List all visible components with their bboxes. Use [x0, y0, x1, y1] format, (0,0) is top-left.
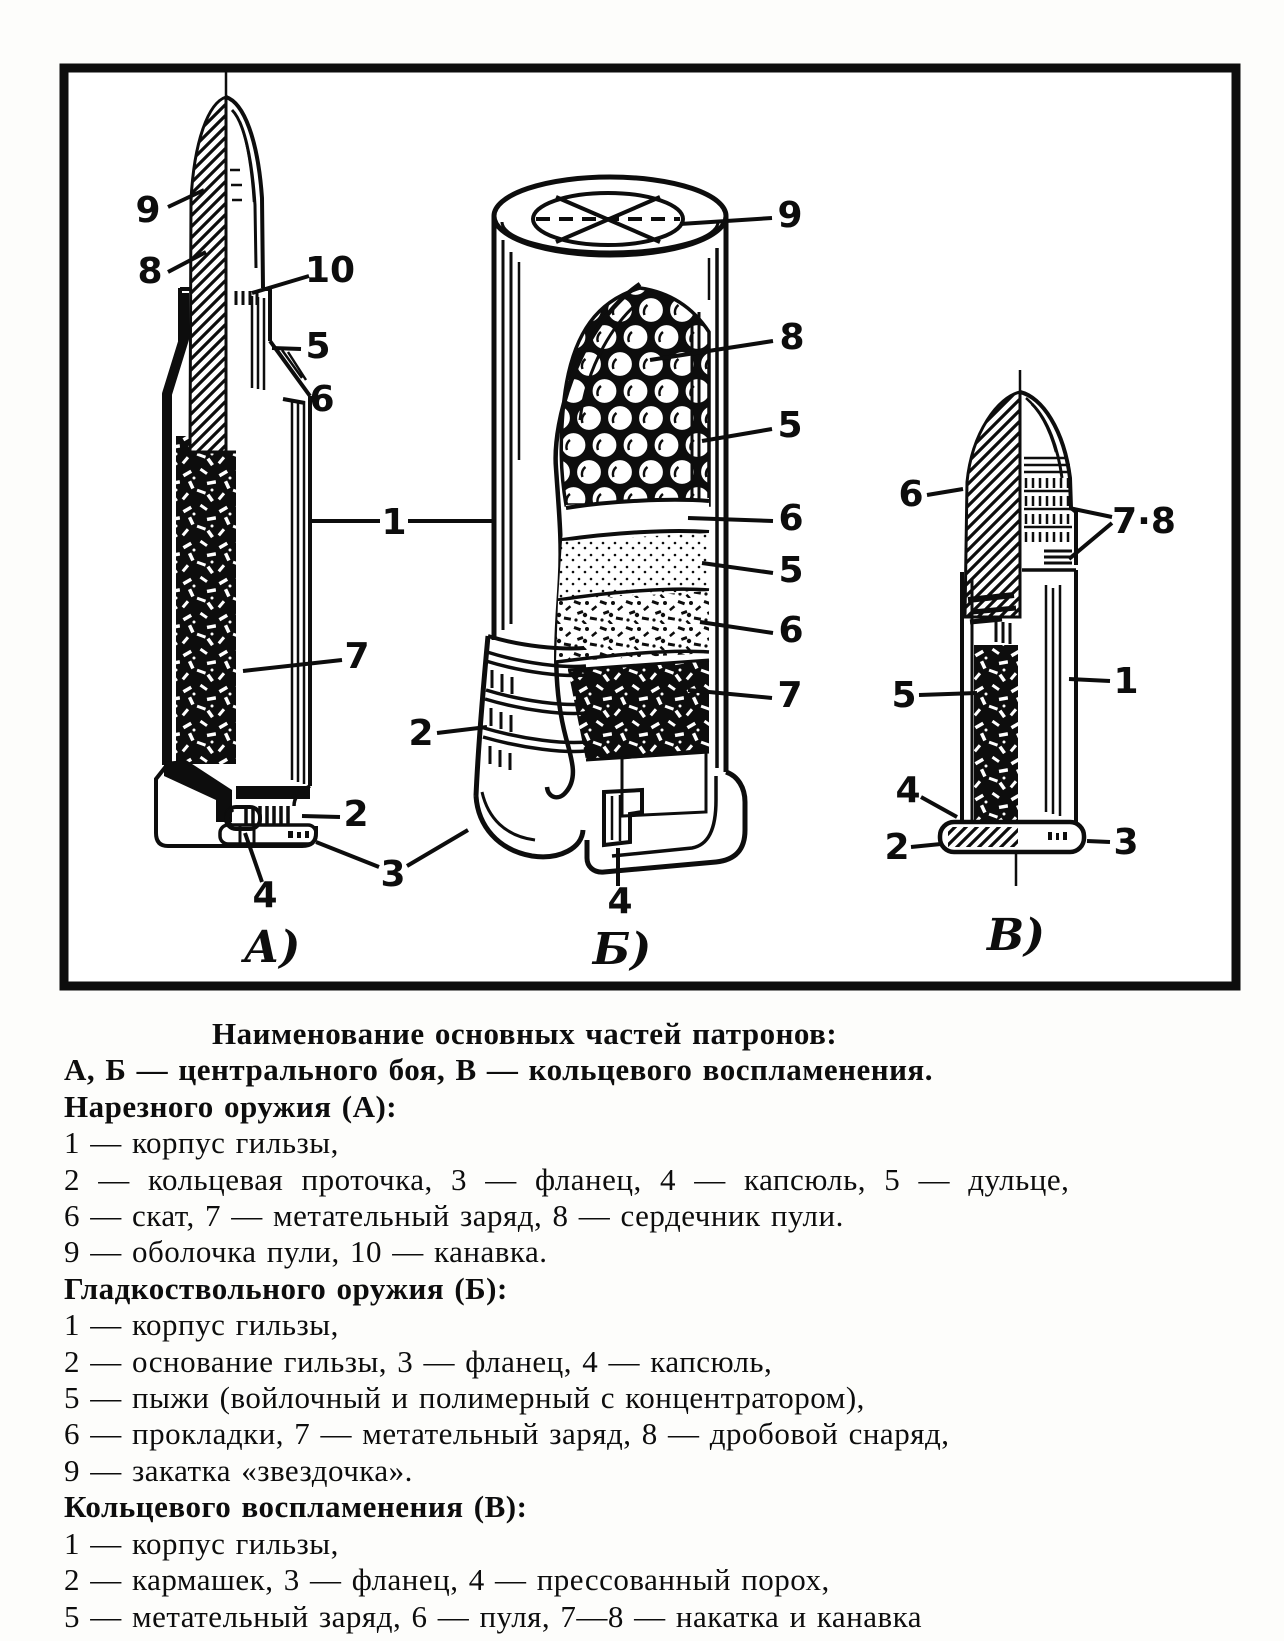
callout-b-5a: 5 — [777, 405, 803, 446]
caption-line: 9 — закатка «звездочка». — [64, 1452, 413, 1488]
callout-b-4: 4 — [607, 881, 633, 922]
pressed-powder — [948, 827, 1018, 847]
caption-line: 2 — основание гильзы, 3 — фланец, 4 — капсюль, — [64, 1343, 773, 1379]
callout-a-1: 1 — [381, 502, 407, 543]
label-cartridge-b: Б) — [592, 924, 652, 975]
powder-charge — [974, 645, 1018, 820]
callout-b-8: 8 — [779, 317, 805, 358]
caption-line: А, Б — центрального боя, В — кольцевого воспламенения. — [64, 1052, 933, 1088]
caption-line: 5 — пыжи (войлочный и полимерный с концентратором), — [64, 1380, 865, 1416]
callout-a-7: 7 — [344, 636, 370, 677]
callout-a-9: 9 — [135, 190, 161, 231]
caption-title: Наименование основных частей патронов: — [212, 1016, 838, 1051]
callout-a-6: 6 — [309, 379, 335, 420]
caption-heading-v: Кольцевого воспламенения (В): — [64, 1489, 528, 1525]
callout-v-4: 4 — [895, 770, 921, 811]
callout-b-9: 9 — [777, 195, 803, 236]
callout-b-7: 7 — [777, 675, 803, 716]
powder-charge — [176, 436, 236, 764]
callout-a-10: 10 — [304, 250, 356, 291]
rim-marks — [1048, 832, 1067, 840]
cartridge-b-drawing — [476, 177, 745, 872]
callout-v-3: 3 — [1113, 822, 1139, 863]
label-cartridge-v: В) — [986, 910, 1046, 961]
caption-line: 1 — корпус гильзы, — [64, 1525, 339, 1561]
callout-b-5b: 5 — [778, 550, 804, 591]
callout-a-4: 4 — [252, 875, 278, 916]
powder-charge — [568, 660, 709, 760]
caption-line: 2 — кольцевая проточка, 3 — фланец, 4 — капсюль, 5 — дульце, — [64, 1161, 1070, 1197]
caption-line: 5 — метательный заряд, 6 — пуля, 7—8 — накатка и канавка — [64, 1598, 922, 1634]
caption-line: 1 — корпус гильзы, — [64, 1125, 339, 1161]
callout-v-6: 6 — [898, 474, 924, 515]
callout-v-5: 5 — [891, 675, 917, 716]
caption-line: 2 — кармашек, 3 — фланец, 4 — прессованный порох, — [64, 1562, 830, 1598]
primer-marks — [288, 831, 309, 838]
callout-b-6a: 6 — [778, 498, 804, 539]
callout-v-78: 7·8 — [1112, 501, 1176, 542]
caption-line: 9 — оболочка пули, 10 — канавка. — [64, 1234, 548, 1270]
figure-caption — [0, 1002, 1284, 1641]
callout-b-6b: 6 — [778, 610, 804, 651]
caption-heading-b: Гладкоствольного оружия (Б): — [64, 1270, 508, 1306]
caption-line: 6 — скат, 7 — метательный заряд, 8 — сердечник пули. — [64, 1198, 844, 1234]
callout-a-5: 5 — [305, 326, 331, 367]
caption-line: 1 — корпус гильзы, — [64, 1307, 339, 1343]
label-cartridge-a: А) — [243, 922, 301, 973]
callout-v-2: 2 — [884, 827, 910, 868]
callout-a-2: 2 — [343, 794, 369, 835]
caption-heading-a: Нарезного оружия (А): — [64, 1088, 398, 1124]
callout-a-3: 3 — [380, 854, 406, 895]
caption-line: 6 — прокладки, 7 — метательный заряд, 8 — дробовой снаряд, — [64, 1416, 950, 1452]
callout-a-8: 8 — [137, 251, 163, 292]
callout-v-1: 1 — [1113, 661, 1139, 702]
callout-b-2: 2 — [408, 713, 434, 754]
